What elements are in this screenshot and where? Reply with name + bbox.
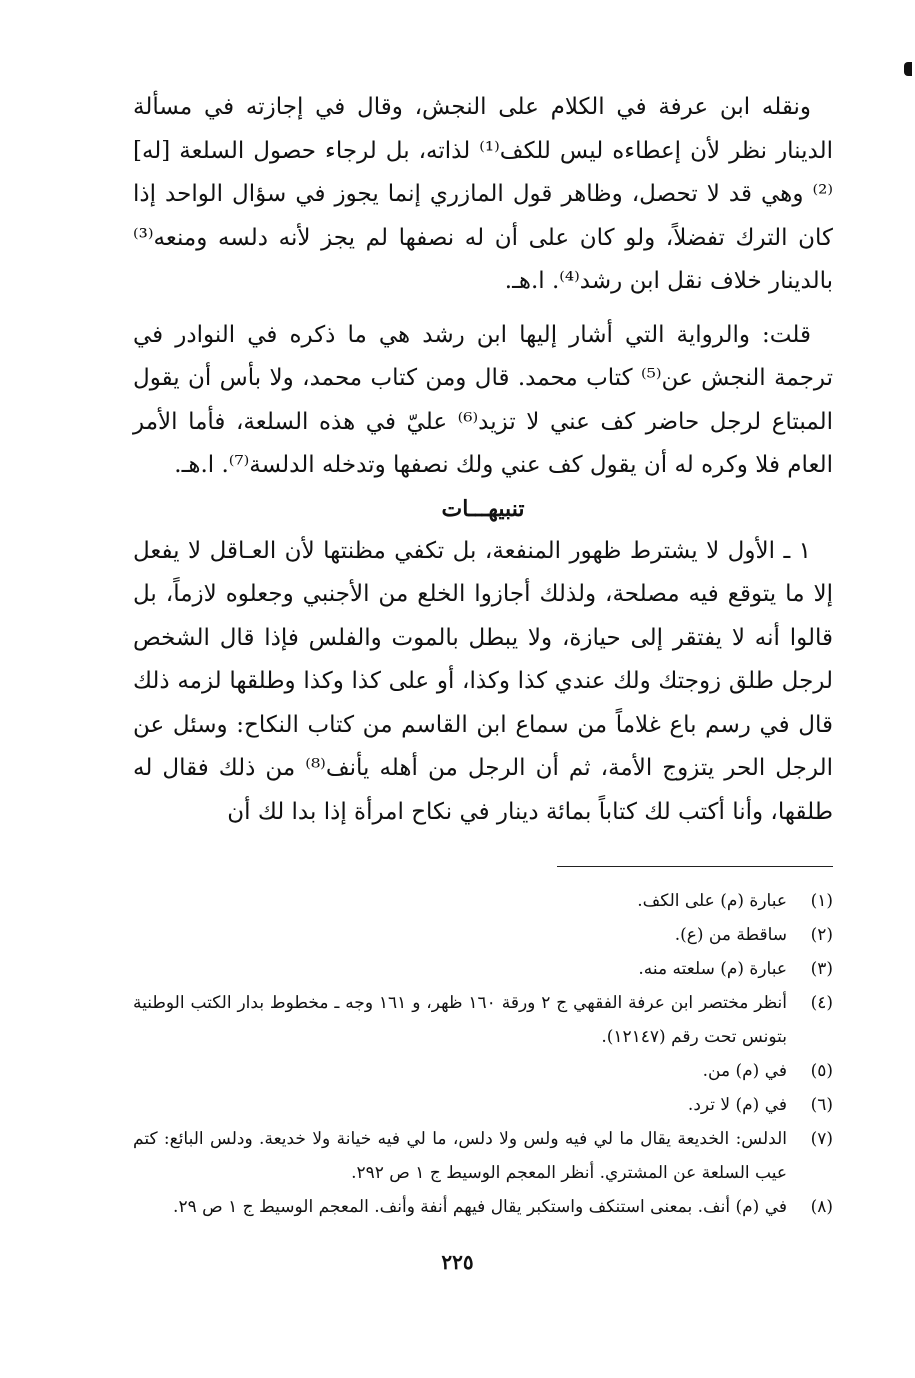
footnote-text: عبارة (م) على الكف. — [637, 891, 787, 911]
footnote-text: أنظر مختصر ابن عرفة الفقهي ج ٢ ورقة ١٦٠ ظهر، و ١٦١ وجه ـ مخطوط بدار الكتب الوطنية بتونس تحت رقم (١٢١٤٧). — [133, 993, 788, 1047]
footnote-number: (١) — [810, 891, 833, 911]
footnote — [133, 1122, 833, 1190]
footnote-text: في (م) لا ترد. — [687, 1095, 787, 1115]
footnote — [133, 1088, 833, 1122]
footnote-text: ساقطة من (ع). — [674, 925, 787, 945]
footnote-text: في (م) من. — [702, 1061, 787, 1081]
footnote — [133, 918, 833, 952]
paragraph-1: ونقله ابن عرفة في الكلام على النجش، وقال في إجازته في مسألة الدينار نظر لأن إعطاءه ليس للكف⁽¹⁾ لذاته، بل لرجاء حصول السلعة [له]⁽²⁾ وهي قد لا تحصل، وظاهر قول المازري إنما يجوز في سؤال الواحد إذا كان الترك تفضلاً، ولو كان على أن له نصفها لم يجز لأنه دلسه ومنعه⁽³⁾ بالدينار خلاف نقل ابن رشد⁽⁴⁾. ا.هـ. — [133, 94, 833, 294]
footnote-text: عبارة (م) سلعته منه. — [638, 959, 787, 979]
footnote-text: الدلس: الخديعة يقال ما لي فيه ولس ولا دلس، ما لي فيه خيانة ولا خديعة. ودلس البائع: كتم عيب السلعة عن المشتري. أنظر المعجم الوسيط ج ١ ص ٢٩٢. — [133, 1129, 787, 1183]
footnote-text: في (م) أنف. بمعنى استنكف واستكبر يقال فيهم أنفة وأنف. المعجم الوسيط ج ١ ص ٢٩. — [173, 1197, 787, 1217]
footnotes — [133, 884, 833, 1224]
footnote — [133, 1190, 833, 1224]
footnote — [133, 1054, 833, 1088]
footnote-number: (٥) — [810, 1061, 833, 1081]
footnote-number: (٢) — [810, 925, 833, 945]
footnote — [133, 952, 833, 986]
footnote — [133, 884, 833, 918]
main-text — [133, 86, 833, 834]
paragraph-2: قلت: والرواية التي أشار إليها ابن رشد هي ما ذكره في النوادر في ترجمة النجش عن⁽⁵⁾ كتاب محمد. قال ومن كتاب محمد، ولا بأس أن يقول المبتاع لرجل حاضر كف عني لا تزيد⁽⁶⁾ عليّ في هذه السلعة، فأما الأمر العام فلا وكره له أن يقول كف عني ولك نصفها وتدخله الدلسة⁽⁷⁾. ا.هـ. — [133, 321, 834, 478]
page-number: ٢٢٥ — [441, 1250, 474, 1274]
footnote-number: (٦) — [810, 1095, 833, 1115]
section-heading: تنبيهـــات — [441, 495, 525, 522]
footnote-number: (٨) — [810, 1197, 833, 1217]
footnote — [133, 986, 833, 1054]
footnote-separator — [557, 866, 833, 867]
edge-mark — [904, 62, 912, 76]
footnote-number: (٣) — [810, 959, 833, 979]
footnote-number: (٤) — [810, 993, 833, 1013]
paragraph-3: ١ ـ الأول لا يشترط ظهور المنفعة، بل تكفي مظنتها لأن العـاقل لا يفعل إلا ما يتوقع فيه مصلحة، ولذلك أجازوا الخلع من الأجنبي وجعلوه لازماً، بل قالوا أنه لا يفتقر إلى حيازة، ولا يبطل بالموت والفلس فإذا قال الشخص لرجل طلق زوجتك ولك عندي كذا وكذا، أو على كذا وكذا وطلقها لزمه ذلك قال في رسم باع غلاماً من سماع ابن القاسم من كتاب النكاح: وسئل عن الرجل الحر يتزوج الأمة، ثم أن الرجل من أهله يأنف⁽⁸⁾ من ذلك فقال له طلقها، وأنا أكتب لك كتاباً بمائة دينار في نكاح امرأة إذا بدا لك أن — [133, 537, 833, 825]
footnote-number: (٧) — [810, 1129, 833, 1149]
